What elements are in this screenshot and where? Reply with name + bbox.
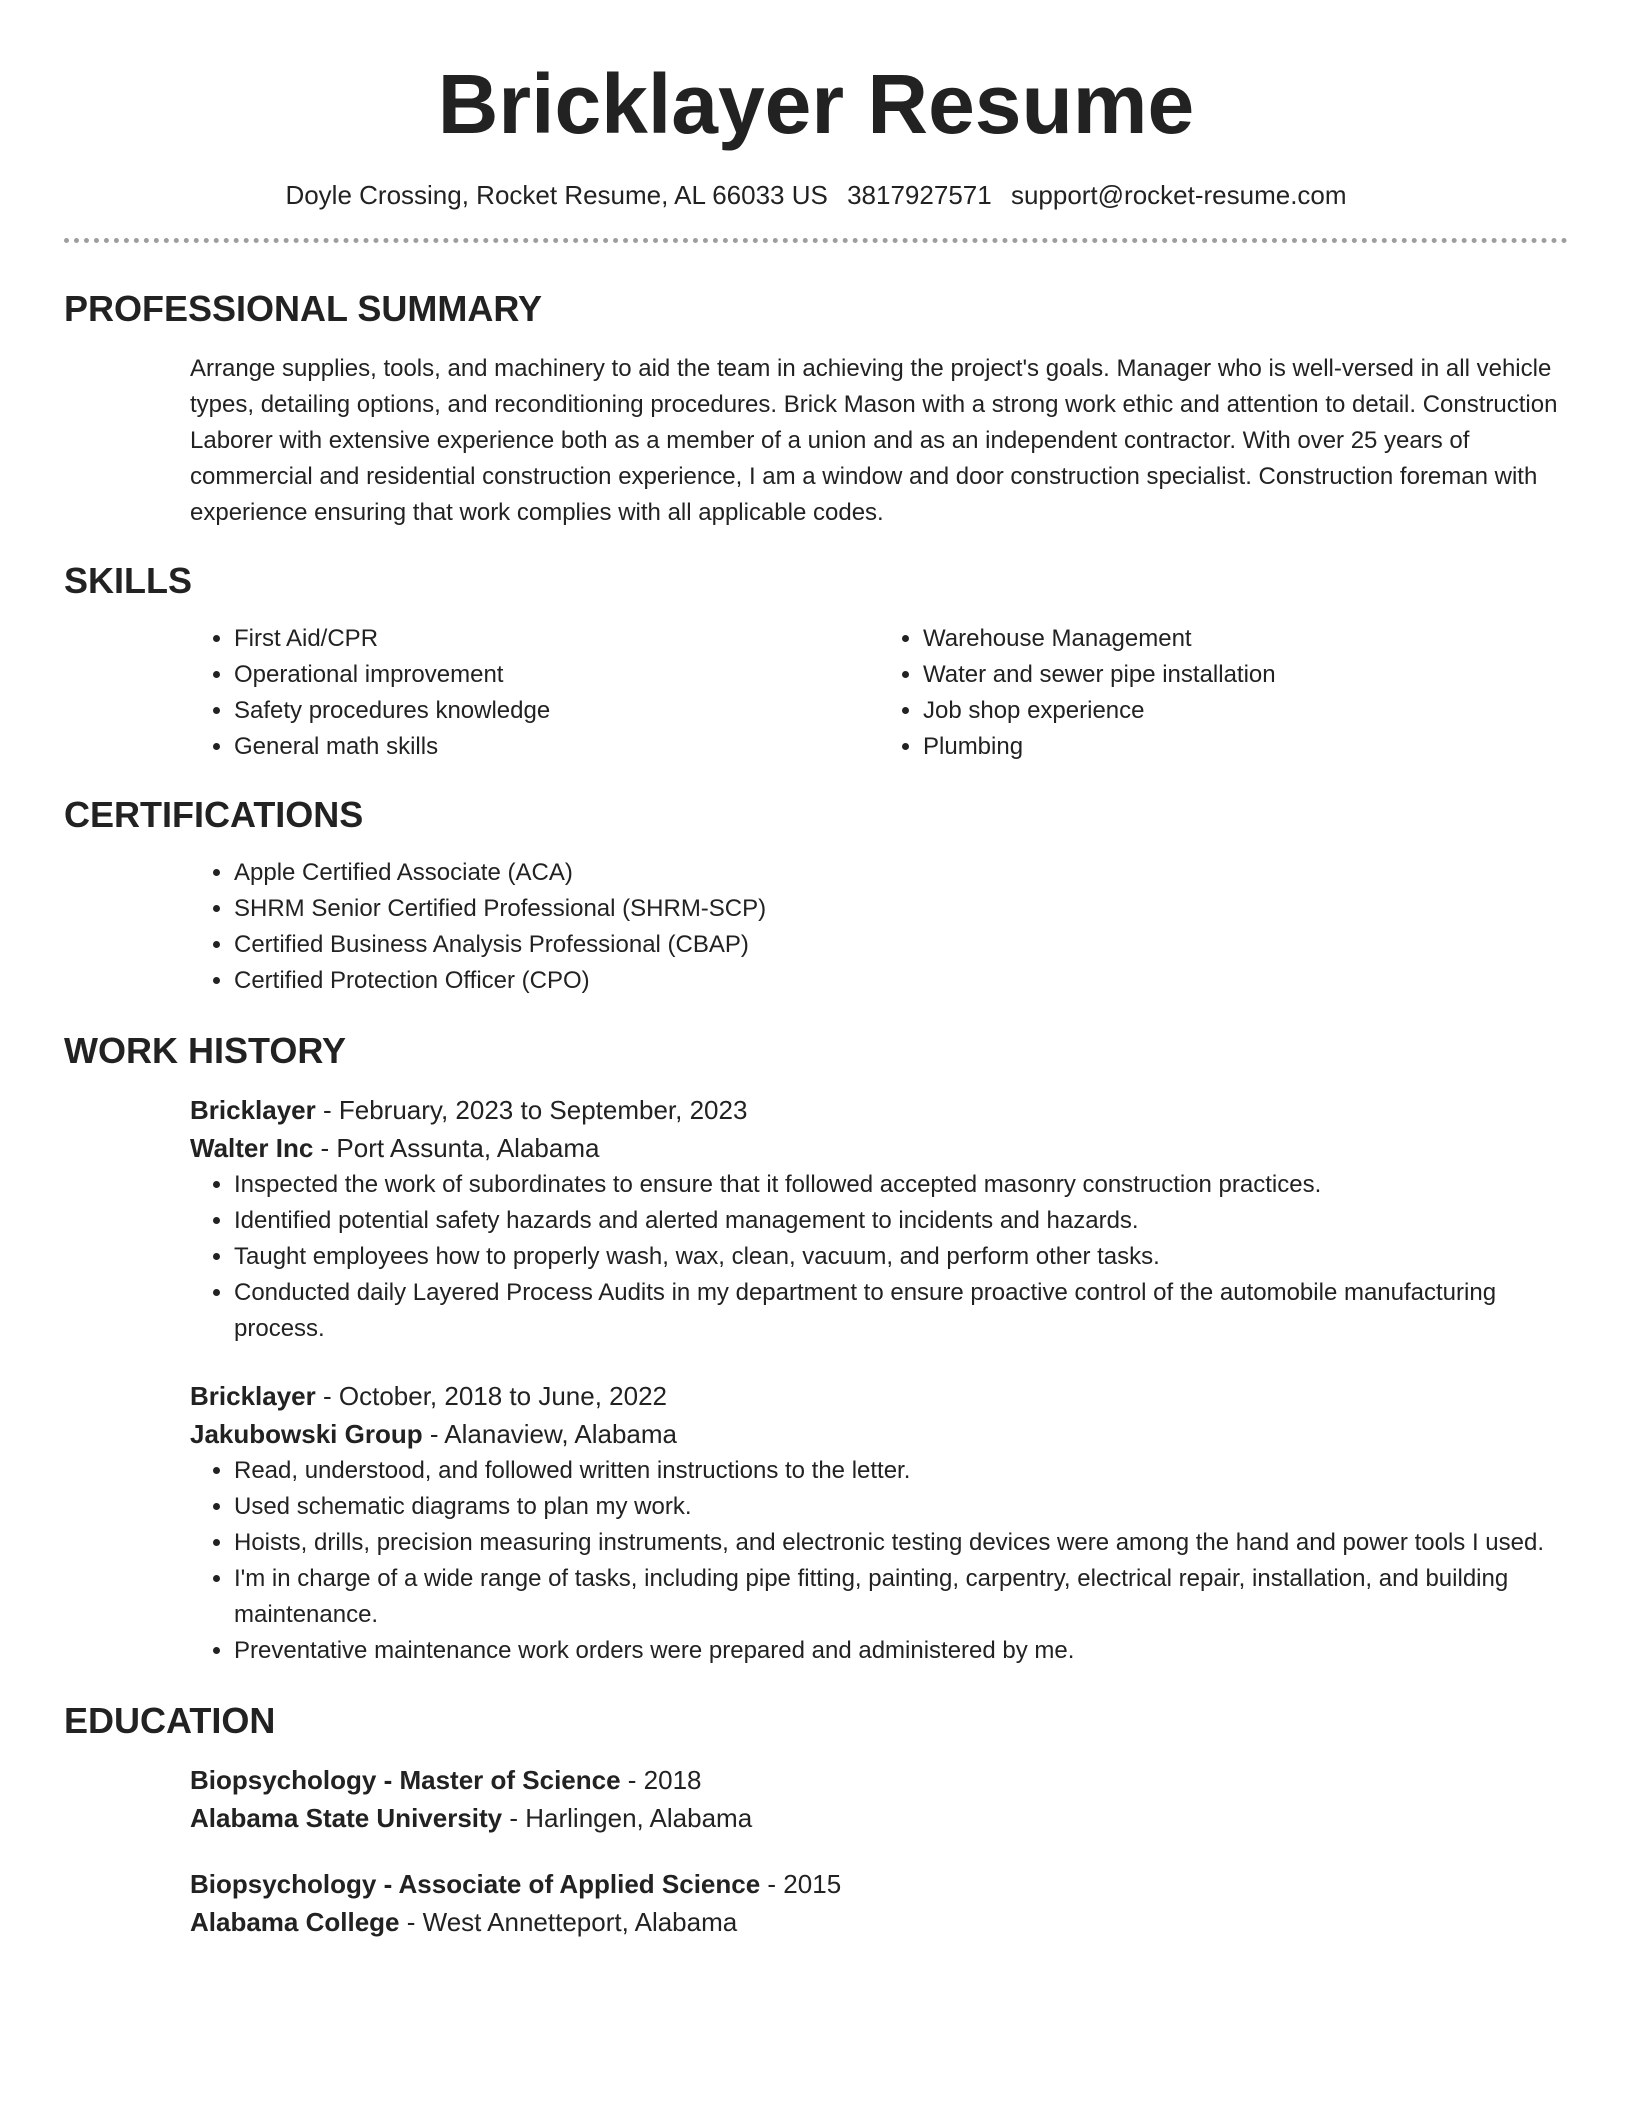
list-item: • Read, understood, and followed written instructions to the letter. (234, 1453, 1568, 1489)
list-item: • First Aid/CPR (234, 621, 879, 657)
certifications-section (64, 793, 1568, 999)
job-location: - Alanaview, Alabama (422, 1419, 677, 1449)
list-item: • Taught employees how to properly wash, wax, clean, vacuum, and perform other tasks. (234, 1239, 1568, 1275)
list-item: • General math skills (234, 729, 879, 765)
work-history-section (64, 1029, 1568, 1669)
job-dates: - October, 2018 to June, 2022 (315, 1381, 668, 1411)
education-degree-line (190, 1865, 1568, 1903)
certifications-wrap (190, 855, 1568, 999)
list-item: • Safety procedures knowledge (234, 693, 879, 729)
skills-section (64, 559, 1568, 765)
job-entry (190, 1091, 1568, 1347)
list-item: • Hoists, drills, precision measuring instruments, and electronic testing devices were among the hand and power tools I used. (234, 1525, 1568, 1561)
education-year: - 2018 (620, 1765, 702, 1795)
list-item: • Inspected the work of subordinates to ensure that it followed accepted masonry construction practices. (234, 1167, 1568, 1203)
list-item: • Conducted daily Layered Process Audits in my department to ensure proactive control of the automobile manufacturing process. (234, 1275, 1568, 1347)
job-location: - Port Assunta, Alabama (313, 1133, 600, 1163)
education-location: - Harlingen, Alabama (502, 1803, 753, 1833)
list-item: • Water and sewer pipe installation (923, 657, 1568, 693)
summary-section (64, 287, 1568, 531)
list-item: • SHRM Senior Certified Professional (SHRM-SCP) (234, 891, 1568, 927)
education-school: Alabama State University (190, 1803, 503, 1833)
list-item: • Operational improvement (234, 657, 879, 693)
job-company: Jakubowski Group (190, 1419, 423, 1449)
list-item: • Used schematic diagrams to plan my work. (234, 1489, 1568, 1525)
education-location: - West Annetteport, Alabama (399, 1907, 738, 1937)
education-degree: Biopsychology - Associate of Applied Science (190, 1869, 761, 1899)
job-title-line (190, 1091, 1568, 1129)
section-title-skills: SKILLS (64, 560, 193, 601)
job-title-line (190, 1377, 1568, 1415)
education-school: Alabama College (190, 1907, 400, 1937)
education-section (64, 1699, 1568, 1941)
education-year: - 2015 (760, 1869, 842, 1899)
list-item: • Job shop experience (923, 693, 1568, 729)
education-degree-line (190, 1761, 1568, 1799)
section-title-education: EDUCATION (64, 1700, 276, 1741)
job-company-line (190, 1129, 1568, 1167)
resume-page (64, 0, 1568, 1941)
job-company-line (190, 1415, 1568, 1453)
header-divider (64, 238, 1568, 243)
resume-title: Bricklayer Resume (437, 57, 1195, 151)
contact-phone: 3817927571 (847, 180, 992, 210)
contact-line (64, 178, 1568, 212)
section-title-work: WORK HISTORY (64, 1030, 347, 1071)
list-item: • Certified Business Analysis Professional (CBAP) (234, 927, 1568, 963)
education-school-line (190, 1799, 1568, 1837)
job-title: Bricklayer (190, 1381, 316, 1411)
contact-address: Doyle Crossing, Rocket Resume, AL 66033 US (285, 180, 828, 210)
education-entry (190, 1865, 1568, 1941)
job-bullets (190, 1167, 1568, 1347)
job-title: Bricklayer (190, 1095, 316, 1125)
summary-text: Arrange supplies, tools, and machinery to aid the team in achieving the project's goals. Manager who is well-versed in all vehicle types, detailing options, and reconditioning procedures. Brick Mason with a strong work ethic and attention to detail. Construction Laborer with extensive experience both as a member of a union and as an independent contractor. With over 25 years of commercial and residential construction experience, I am a window and door construction specialist. Construction foreman with experience ensuring that work complies with all applicable codes. (190, 355, 1558, 526)
section-title-certifications: CERTIFICATIONS (64, 794, 364, 835)
list-item: • Plumbing (923, 729, 1568, 765)
education-degree: Biopsychology - Master of Science (190, 1765, 621, 1795)
list-item: • Certified Protection Officer (CPO) (234, 963, 1568, 999)
education-school-line (190, 1903, 1568, 1941)
contact-email: support@rocket-resume.com (1010, 180, 1347, 210)
skills-grid (190, 621, 1568, 765)
job-dates: - February, 2023 to September, 2023 (315, 1095, 748, 1125)
list-item: • Preventative maintenance work orders were prepared and administered by me. (234, 1633, 1568, 1669)
list-item: • Apple Certified Associate (ACA) (234, 855, 1568, 891)
education-entry (190, 1761, 1568, 1837)
section-title-summary: PROFESSIONAL SUMMARY (64, 288, 543, 329)
list-item: • I'm in charge of a wide range of tasks, including pipe fitting, painting, carpentry, electrical repair, installation, and building maintenance. (234, 1561, 1568, 1633)
list-item: • Warehouse Management (923, 621, 1568, 657)
skills-list-right (879, 621, 1568, 765)
certifications-list (190, 855, 1568, 999)
list-item: • Identified potential safety hazards and alerted management to incidents and hazards. (234, 1203, 1568, 1239)
skills-list-left (190, 621, 879, 765)
job-company: Walter Inc (190, 1133, 314, 1163)
job-bullets (190, 1453, 1568, 1669)
job-entry (190, 1377, 1568, 1669)
